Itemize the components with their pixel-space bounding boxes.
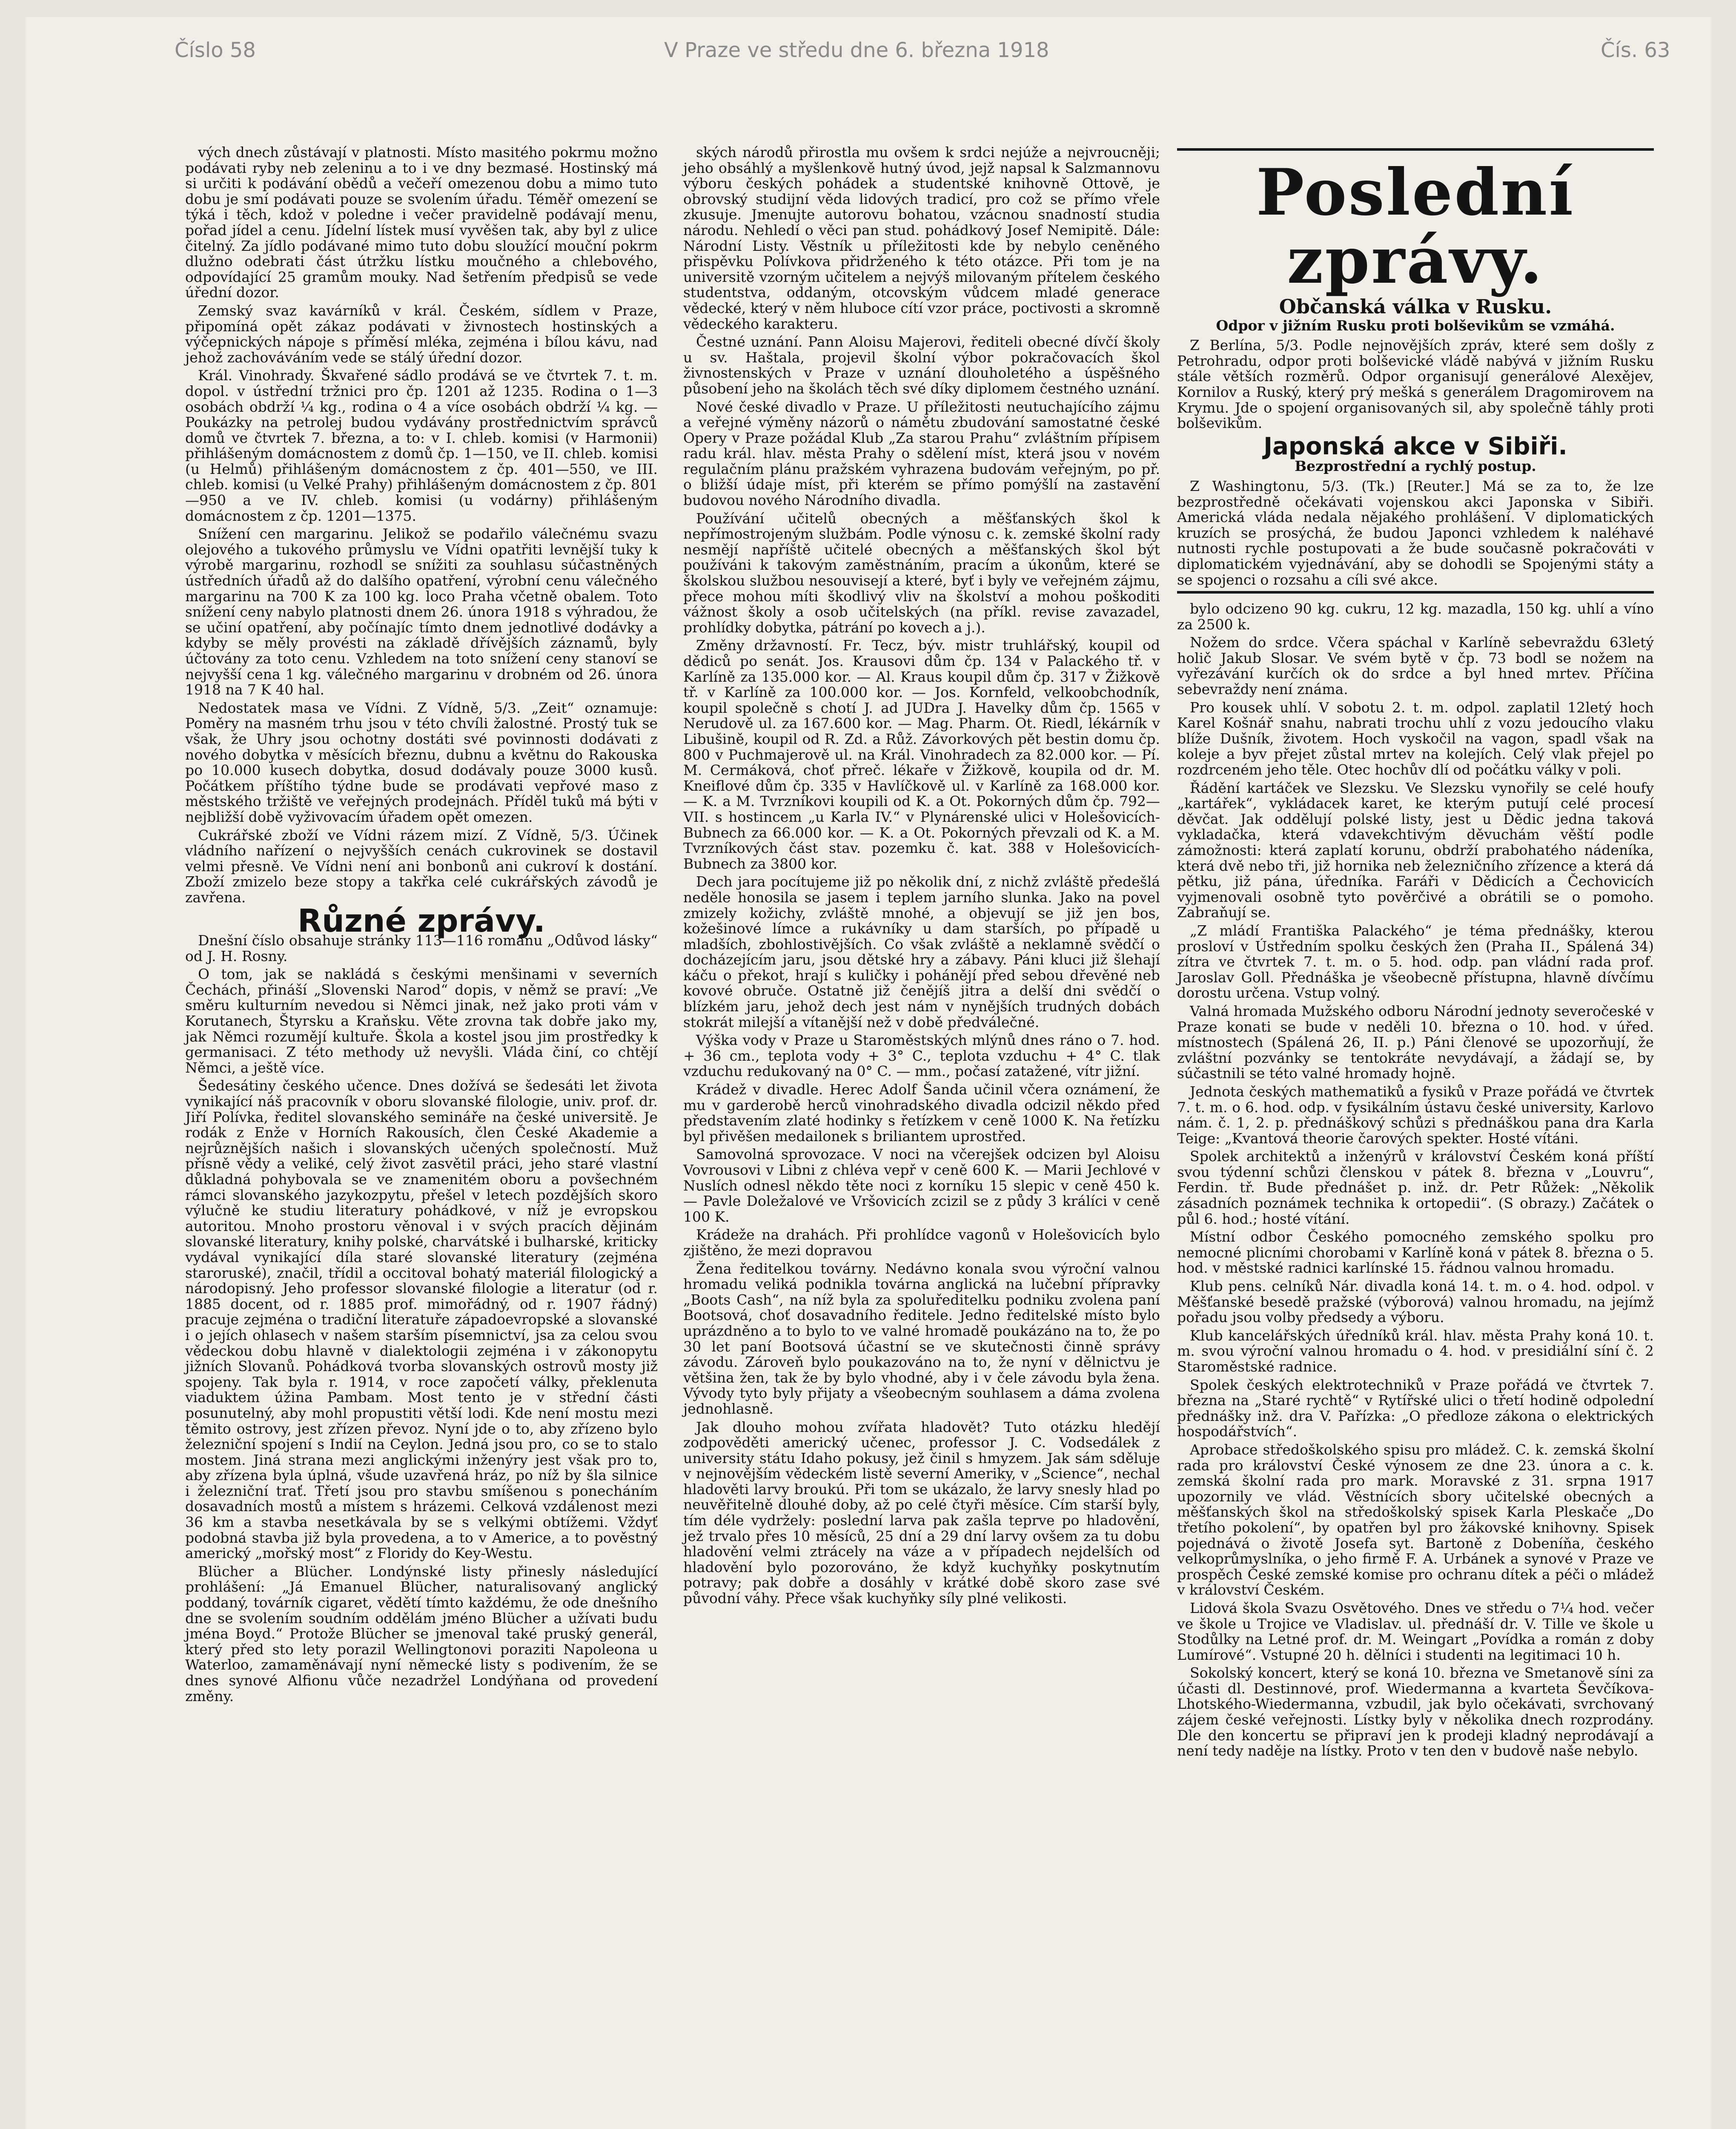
paragraph: Nové české divadlo v Praze. U příležitosti neutuchajícího zájmu a veřejné výměny názorů o námětu zbudování samostatné české Opery v Praze požádal Klub „Za starou Prahu“ zvláštním přípisem radu král. hlav. města Prahy o sdělení míst, která jsou v novém regulačním plánu pražském vyhrazena budovám veřejným, po př. o bližší údaje míst, při kterém se přímo pomýšlí na zastavění budovou nového Národního divadla. (683, 398, 1160, 509)
deck: Odpor v jižním Rusku proti bolševikům se vzmáhá. (1216, 317, 1615, 334)
paragraph: Sokolský koncert, který se koná 10. března ve Smetanově síni za účasti dl. Destinnové, prof. Wiedermanna a kvarteta Ševčíkova-Lhotského-Wiedermanna, vzbudil, jak bylo očekávati, svrchovaný zájem české veřejnosti. Lístky byly v několika dnech rozprodány. Dle den koncertu se připraví jen k prodeji kladný neprodávají a není tedy naděje na lístky. Proto v ten den v budově naše nebylo. (1177, 1664, 1654, 1759)
paragraph: Místní odbor Českého pomocného zemského spolku pro nemocné plicními chorobami v Karlíně koná v pátek 8. března o 5. hod. v městské radnici karlínské 15. řádnou valnou hromadu. (1177, 1228, 1654, 1277)
subtitle: Občanská válka v Rusku. (1279, 295, 1552, 318)
newspaper-page (26, 17, 1711, 2129)
paragraph: Zemský svaz kavárníků v král. Českém, sídlem v Praze, připomíná opět zákaz podávati v živnostech hostinských a výčepnických nápoje s příměsí mléka, zejména i bílou kávu, nad jehož zachováváním vede se stálý úřední dozor. (185, 302, 658, 366)
section-title-japonska-akce: Japonská akce v Sibiři. (1263, 432, 1567, 460)
header-left: Číslo 58 (175, 38, 256, 62)
paragraph: Změny državností. Fr. Tecz, býv. mistr truhlářský, koupil od dědiců po senát. Jos. Krausovi dům čp. 134 v Palackého tř. v Karlíně za 135.000 kor. — Al. Kraus koupil dům čp. 317 v Žižkově tř. v Karlíně za 100.000 kor. — Jos. Kornfeld, velkoobchodník, koupil společně s chotí J. ad JUDra J. Havelky dům čp. 1565 v Nerudově ul. za 167.600 kor. — Mag. Pharm. Ot. Riedl, lékárník v Libušině, koupil od R. Zd. a Růž. Závorkových pět bestin domu čp. 800 v Puchmajerově ul. na Král. Vinohradech za 82.000 kor. — Pí. M. Cermáková, choť přreč. lékaře v Žižkově, koupila od dr. M. Kneiflové dům čp. 335 v Havlíčkově ul. v Karlíně za 168.000 kor. — K. a M. Tvrzníkovi koupili od K. a Ot. Pokorných dům čp. 792—VII. s hostincem „u Karla IV.“ v Plynárenské ulici v Holešovicích-Bubnech za 66.000 kor. — K. a Ot. Pokorných převzali od K. a M. Tvrzníkových část stav. pozemku č. kat. 388 v Holešovicích-Bubnech za 3800 kor. (683, 637, 1160, 872)
page-header (175, 30, 1707, 81)
section-title-ruzne-zpravy: Různé zprávy. (298, 902, 545, 939)
paragraph: ských národů přirostla mu ovšem k srdci nejúže a nejvroucněji; jeho obsáhlý a myšlenkově hutný úvod, jejž napsal k Salzmannovu výboru českých pohádek a studentské knihovně Ottově, je obrovský studijní věda lidových tradicí, pro což se přímo vřele zkusuje. Jmenujte autorovu bohatou, vzácnou snadností studia národu. Nehledí o věci pan stud. pohádkový Josef Nemipitě. Dále: Národní Listy. Věstník u příležitosti kde by nebylo ceněného přispěvku Polívkova přidrženého k této otázce. Při tom je na universitě vzorným učitelem a nejvýš milovaným přítelem českého studentstva, oddaným, otcovským vůdcem mladé generace vědecké, který v něm hluboce cítí vzor práce, poctivosti a skromně vědeckého karakteru. (683, 144, 1160, 332)
paragraph: Cukrářské zboží ve Vídni rázem mizí. Z Vídně, 5/3. Účinek vládního nařízení o nejvyšších cenách cukrovinek se dostavil velmi přesně. Ve Vídni není ani bonbonů ani cukroví k dostání. Zboží zmizelo beze stopy a takřka celé cukrářských závodů je zavřena. (185, 826, 658, 906)
paragraph: Čestné uznání. Pann Aloisu Majerovi, řediteli obecné dívčí školy u sv. Haštala, projevil školní výbor pokračovacích škol živnostenských v Praze v uznání dlouholetého a úspěšného působení jeho na školách těch své díky diplomem čestného uznání. (683, 333, 1160, 397)
paragraph: Klub pens. celníků Nár. divadla koná 14. t. m. o 4. hod. odpol. v Měšťanské besedě pražské (výborová) valnou hromadu, na jejímž pořadu jsou volby předsedy a výboru. (1177, 1278, 1654, 1326)
paragraph: Blücher a Blücher. Londýnské listy přinesly následující prohlášení: „Já Emanuel Blücher, naturalisovaný anglický poddaný, továrník cigaret, vědětí tímto každému, že ode dnešního dne se svolením soudním oddělám jméno Blücher a užívati budu jména Boyd.“ Protože Blücher se jmenoval také pruský generál, který před sto lety porazil Wellingtonovi poraziti Napoleona u Waterloo, zamaměnávají nyní německé listy s podivením, že se dnes synové Alfionu vůče nezadržel Londýňana od provedení změny. (185, 1563, 658, 1704)
column-1 (185, 145, 658, 1707)
paragraph: Spolek architektů a inženýrů v království Českém koná příští svou týdenní schůzi členskou v pátek 8. března v „Louvru“, Ferdin. tř. Bude přednášet p. inž. dr. Petr Růžek: „Několik zásadních poznámek technika k ortopedii“. (S obrazy.) Začátek o půl 6. hod.; hosté vítání. (1177, 1148, 1654, 1227)
paragraph: O tom, jak se nakládá s českými menšinami v severních Čechách, přináší „Slovenski Narod“ dopis, v němž se praví: „Ve směru kulturním nevedou si Němci jinak, než jako proti vám v Korutanech, Štyrsku a Kraňsku. Věte zrovna tak dobře jako my, jak Němci rozumějí kultuře. Škola a kostel jsou jim prostředky k germanisaci. Z této methody už nevyšli. Vláda činí, co chtějí Němci, a ještě více. (185, 966, 658, 1076)
header-right: Čís. 63 (1601, 38, 1670, 62)
paragraph: Jak dlouho mohou zvířata hladovět? Tuto otázku hledějí zodpověděti americký učenec, professor J. C. Vodsedálek z university státu Idaho pokusy, jež činil s hmyzem. Jak sám sděluje v nejnovějším vědeckém listě severní Ameriky, v „Science“, nechal hladověti larvy broukú. Při tom se ukázalo, že larvy snesly hlad po neuvěřitelně dlouhé doby, až po celé čtyři měsíce. Cím starší byly, tím déle vydržely: poslední larva pak zašla teprve po hladovění, jež trvalo přes 10 měsíců, 25 dní a 29 dní larvy ovšem za tu dobu hladovění velmi ztrácely na váze a v případech nejdelších od hladovění bylo pozorováno, že když kuchyňky poskytnutím potravy; pak dobře a dosáhly v krátké době skoro zase své původní váhy. Přece však kuchyňky síly plné velikosti. (683, 1418, 1160, 1607)
paragraph: Nožem do srdce. Včera spáchal v Karlíně sebevraždu 63letý holič Jakub Slosar. Ve svém bytě v čp. 73 bodl se nožem na vyřezávání kurčích ok do srdce a byl hned mrtev. Příčina sebevraždy není známa. (1177, 634, 1654, 698)
paragraph: Valná hromada Mužského odboru Národní jednoty severočeské v Praze konati se bude v neděli 10. března o 10. hod. v úřed. místnostech (Spálená 26, II. p.) Páni členové se upozorňují, že zvláštní pozvánky se tentokráte nevydávají, a žádají se, by súčastnili se této valné hromady hojně. (1177, 1002, 1654, 1082)
paragraph: Lidová škola Svazu Osvětového. Dnes ve středu o 7¼ hod. večer ve škole u Trojice ve Vladislav. ul. přednáší dr. V. Tille ve škole u Stodůlky na Letné prof. dr. M. Weingart „Povídka a román z doby Lumírové“. Vstupné 20 h. dělníci i studenti na legitimaci 10 h. (1177, 1599, 1654, 1663)
divider (1177, 591, 1654, 594)
masthead-posledni-zpravy: Poslední zprávy. (1256, 155, 1575, 298)
paragraph: „Z mládí Františka Palackého“ je téma přednášky, kterou prosloví v Ústředním spolku českých žen (Praha II., Spálená 34) zítra ve čtvrtek 7. t. m. o 5. hod. odp. pan vládní rada prof. Jaroslav Goll. Přednáška je všeobecně přístupna, hlavně dívčímu dorostu určena. Vstup volný. (1177, 922, 1654, 1001)
paragraph: Řádění kartáček ve Slezsku. Ve Slezsku vynořily se celé houfy „kartářek“, vykládacek karet, ke kterým putují celé procesí děvčat. Jak oddělují polské listy, jest u Dědic jedna taková vykladačka, která vdavekchtivým děvuchám věští podle zámožnosti: která zaplatí korunu, obdrží prabohatého nádeníka, která dvě nebo tři, již hornika neb železničního zřízence a která dá pětku, již pána, úředníka. Faráři v Dědicích a Čechovicích vyjmenovali osobně tyto pověrčivé a obrátili se o pomoho. Zabraňují se. (1177, 779, 1654, 921)
paragraph: Šedesátiny českého učence. Dnes dožívá se šedesáti let života vynikající náš pracovník v oboru slovanské filologie, univ. prof. dr. Jiří Polívka, ředitel slovanského semináře na české universitě. Je rodák z Enže v Horních Rakousích, člen České Akademie a nejrůznějších našich i slovanských učených společností. Muž přísně vědy a veliké, celý život zasvětil práci, jeho staré vlastní důkladná pohybovala se ve znamenitém oboru a povšechném rámci slovanského jazykozpytu, přešel v letech pozdějších skoro výlučně ke studiu literatury pohádkové, v níž je evropskou autoritou. Mnoho prostoru věnoval i v svých pracích dějinám slovanské literatury, knihy polské, charvátské i bulharské, kriticky vydával vynikající díla staré slovanské literatury (zejména staroruské), značil, třídil a occitoval bohatý materiál filologický a národopisný. Jeho professor slovanské filologie a literatur (od r. 1885 docent, od r. 1885 prof. mimořádný, od r. 1907 řádný) pracuje zejména o tradiční literatuře západoevropské a slovanské i o jejích ohlasech v našem starším písemnictví, jsa za celou svou vědeckou dobu hlavně v dialektologii zejména i v zákonopytu jižních Slovanů. Pohádková tvorba slovanských ostrovů mosty již spojeny. Tak byla r. 1914, v roce započetí války, překlenuta viaduktem úžina Pambam. Most tento je v střední části posunutelný, aby mohl propustiti větší lodi. Kde není mostu mezi těmito ostrovy, jest zřízen převoz. Nyní jde o to, aby zřízeno bylo železniční spojení s Indií na Ceylon. Jedná jsou pro, co se to stalo mostem. Jiná strana mezi anglickými inženýry jest však pro to, aby zřízena byla úplná, všude uzavřená hráz, po níž by šla silnice i železniční trať. Třetí jsou pro stavbu smíšenou s ponecháním dosavadních mostů a místem s hrázemi. Celková vzdálenost mezi 36 km a stavba nesetkávala by se s velkými obtížemi. Vždyť podobná stavba již byla provedena, a to v Americe, a to pověstný americký „mořský most“ z Floridy do Key-Westu. (185, 1077, 658, 1562)
paragraph: Samovolná sprovozace. V noci na včerejšek odcizen byl Aloisu Vovrousovi v Libni z chléva vepř v ceně 600 K. — Marii Jechlové v Nuslích odnesl někdo těte noci z korníku 15 slepic v ceně 450 k. — Pavle Doležalové ve Vršovicích zcizil se z půdy 3 králíci v ceně 100 K. (683, 1146, 1160, 1225)
paragraph: Král. Vinohrady. Škvařené sádlo prodává se ve čtvrtek 7. t. m. dopol. v ústřední tržnici pro čp. 1201 až 1235. Rodina o 1—3 osobách obdrží ¼ kg., rodina o 4 a více osobách obdrží ¼ kg. — Poukázky na petrolej budou vydávány prostřednictvím správců domů ve čtvrtek 7. března, a to: v I. chleb. komisi (v Harmonii) přihlášeným domácnostem z domů čp. 1—150, ve II. chleb. komisi (u Helmů) přihlášeným domácnostem z čp. 401—550, ve III. chleb. komisi (u Velké Prahy) přihlášeným domácnostem z čp. 801—950 a ve IV. chleb. komisi (u vodárny) přihlášeným domácnostem z čp. 1201—1375. (185, 367, 658, 524)
paragraph: Používání učitelů obecných a měšťanských škol k nepřímostrojeným službám. Podle výnosu c. k. zemské školní rady nesmějí napříště učitelé obecných a měšťanských škol být používáni k takovým zaměstnáním, pracím a úkonům, které se školskou službou nesouvisejí a které, byť i byly ve veřejném zájmu, přece mohou míti škodlivý vliv na školství a mohou poškoditi vážnost školy a osob učitelských (na příkl. revise zavazadel, prohlídky dobytka, pátrání po kovech a j.). (683, 510, 1160, 636)
divider (1177, 148, 1654, 151)
header-center: V Praze ve středu dne 6. března 1918 (664, 38, 1049, 62)
paragraph: Jednota českých mathematiků a fysiků v Praze pořádá ve čtvrtek 7. t. m. o 6. hod. odp. v fysikálním ústavu české university, Karlovo nám. č. 1, 2. p. přednáškový schůzi s přednáškou pana dra Karla Teige: „Kvantová theorie čarových spekter. Hosté vítáni. (1177, 1083, 1654, 1147)
paragraph: vých dnech zůstávají v platnosti. Místo masitého pokrmu možno podávati ryby neb zeleninu a to i ve dny bezmasé. Hostinský má si určiti k podávání obědů a večeří omezenou dobu a mimo tuto dobu je smí podávati pouze se svolením úřadu. Téměř omezení se týká i těch, kdož v poledne i večer pravidelně podávají menu, pořad jídel a cenu. Jídelní lístek musí vyvěšen tak, aby byl z ulice čitelný. Za jídlo podávané mimo tuto dobu sloužící mouční pokrm dlužno odebrati část útržku lístku moučného a chlebového, odpovídající 25 gramům mouky. Nad šetřením předpisů se vede úřední dozor. (185, 144, 658, 301)
paragraph: Snížení cen margarinu. Jelikož se podařilo válečnému svazu olejového a tukového průmyslu ve Vídni opatřiti levnější tuky k výrobě margarinu, rozhodl se snížiti za souhlasu súčastněných ústředních úřadů až do dalšího opatření, výrobní cenu válečného margarinu na 700 K za 100 kg. loco Praha včetně obalem. Toto snížení ceny nabylo platnosti dnem 26. února 1918 s výhradou, že se učiní opatření, aby počínajíc tímto dnem jednotlivé dodávky a kdyby se měly provésti na základě dřívějších záznamů, byly účtovány za toto cenu. Vzhledem na toto snížení ceny stanoví se nejvyšší cena 1 kg. válečného margarinu v drobném od 26. února 1918 na 7 K 40 hal. (185, 525, 658, 698)
paragraph: Nedostatek masa ve Vídni. Z Vídně, 5/3. „Zeit“ oznamuje: Poměry na masném trhu jsou v této chvíli žalostné. Prostý tuk se však, že Uhry jsou ochotny dostáti své povinnosti dodávati z nového dobytka v měsících březnu, dubnu a květnu do Rakouska po 10.000 kusech dobytka, dosud dodávaly pouze 3000 kusů. Počátkem příštího týdne bude se prodávati vepřové maso z městského tržiště ve veřejných prodejnách. Příděl tuků má býti v nejbližší době vyživovacím úřadem opět omezen. (185, 699, 658, 825)
paragraph: Klub kancelářských úředníků král. hlav. města Prahy koná 10. t. m. svou výroční valnou hromadu o 4. hod. v presidiální síní č. 2 Staroměstské radnice. (1177, 1327, 1654, 1375)
paragraph: Žena ředitelkou továrny. Nedávno konala svou výroční valnou hromadu veliká podnikla továrna anglická na lučební přípravky „Boots Cash“, na níž byla za spoluředitelku podniku zvolena paní Bootsová, choť dosavadního ředitele. Jedno ředitelské místo bylo uprázdněno a to bylo to ve valné hromadě poukázáno na to, že po 30 let paní Bootsová účastní se ve skutečnosti činně správy závodu. Zároveň bylo poukazováno na to, že nyní v dělnictvu je většina žen, tak že by bylo vhodné, aby i v čele závodu byla žena. Vývody tyto byly přijaty a všeobecným souhlasem a dáma zvolena jednohlasně. (683, 1260, 1160, 1417)
paragraph: Dnešní číslo obsahuje stránky 113—116 románu „Odůvod lásky“ od J. H. Rosny. (185, 932, 658, 964)
column-2 (683, 145, 1160, 1609)
paragraph: Krádeže na drahách. Při prohlídce vagonů v Holešovicích bylo zjištěno, že mezi dopravou (683, 1226, 1160, 1259)
paragraph: Aprobace středoškolského spisu pro mládež. C. k. zemská školní rada pro království České výnosem ze dne 23. února a c. k. zemská školní rada pro mark. Moravské z 31. srpna 1917 upozornily ve vlád. Věstnících sbory učitelské obecných a měšťanských škol na středoškolský spisek Karla Pleskače „Do třetího pokolení“, by opatřen byl pro žákovské knihovny. Spisek pojednává o životě Josefa syt. Bartoně z Dobeníňa, českého velkoprůmyslníka, o jeho firmě F. A. Urbánek a synové v Praze ve prospěch České zemské komise pro ochranu dítek a péči o mládež v království Českém. (1177, 1441, 1654, 1598)
paragraph: Z Washingtonu, 5/3. (Tk.) [Reuter.] Má se za to, že lze bezprostředně očekávati vojenskou akci Japonska v Sibiři. Americká vláda nedala nějakého prohlášení. V diplomatických kruzích se prosýchá, že budou Japonci vzhledem k naléhavé nutnosti rychle postupovati a že bude současně pokračováti v diplomatickém vyjednávání, aby se dohodli se Spojenými státy a se spojenci o rozsahu a cíli své akce. (1177, 477, 1654, 588)
paragraph: Dech jara pocítujeme již po několik dní, z nichž zvláště předešlá neděle honosila se jasem i teplem jarního slunka. Jako na povel zmizely kožichy, zvláště mnohé, a objevují se již jen bos, kožešinové límce a rukávníky u dam starších, po případě u mladších, zbohlostivějších. Co však zvláště a neklamně svědčí o docházejícím jaru, jsou dětské hry a zábavy. Páni kluci již šlehají káču o překot, hrají s kuličky i pohánějí před sebou dřevěné neb kovové obruče. Ostatně již čenějíš jitra a delší dni svědčí o blízkém jaru, jehož dech jest nám v nynějších trudných dobách stokrát milejší a vítanější než v době předválečné. (683, 873, 1160, 1030)
deck: Bezprostřední a rychlý postup. (1295, 458, 1536, 475)
paragraph: Pro kousek uhlí. V sobotu 2. t. m. odpol. zaplatil 12letý hoch Karel Košnář snahu, nabrati trochu uhlí z vozu jedoucího vlaku blíže Dušník, životem. Hoch vyskočil na vagon, spadl však na koleje a byv přejet zůstal mrtev na kolejích. Celý vlak přejel po rozdrceném jeho těle. Otec hochův dlí od počátku války v poli. (1177, 699, 1654, 778)
paragraph: Spolek českých elektrotechniků v Praze pořádá ve čtvrtek 7. března na „Staré rychtě“ v Rytířské ulici o třetí hodině odpolední přednášky inž. dra V. Pařízka: „O předloze zákona o elektrických hospodářstvích“. (1177, 1376, 1654, 1440)
column-3 (1177, 145, 1654, 1762)
paragraph: Krádež v divadle. Herec Adolf Šanda učinil včera oznámení, že mu v garderobě herců vinohradského divadla odcizil někdo před představením zlaté hodinky s řetízkem v ceně 1000 K. Na řetízku byl přivěšen medailonek s briliantem uprostřed. (683, 1081, 1160, 1145)
paragraph: Z Berlína, 5/3. Podle nejnovějších zpráv, které sem došly z Petrohradu, odpor proti bolševické vládě nabývá v jižním Rusku stále větších rozměrů. Odpor organisují generálové Alexějev, Kornilov a Ruský, který prý mešká s generálem Dragomirovem na Krymu. Jde o spojení organisovaných sil, aby společně táhly proti bolševikům. (1177, 337, 1654, 432)
paragraph: bylo odcizeno 90 kg. cukru, 12 kg. mazadla, 150 kg. uhlí a víno za 2500 k. (1177, 600, 1654, 633)
paragraph: Výška vody v Praze u Staroměstských mlýnů dnes ráno o 7. hod. + 36 cm., teplota vody + 3° C., teplota vzduchu + 4° C. tlak vzduchu redukovaný na 0° C. — mm., počasí zatažené, vítr jižní. (683, 1032, 1160, 1080)
